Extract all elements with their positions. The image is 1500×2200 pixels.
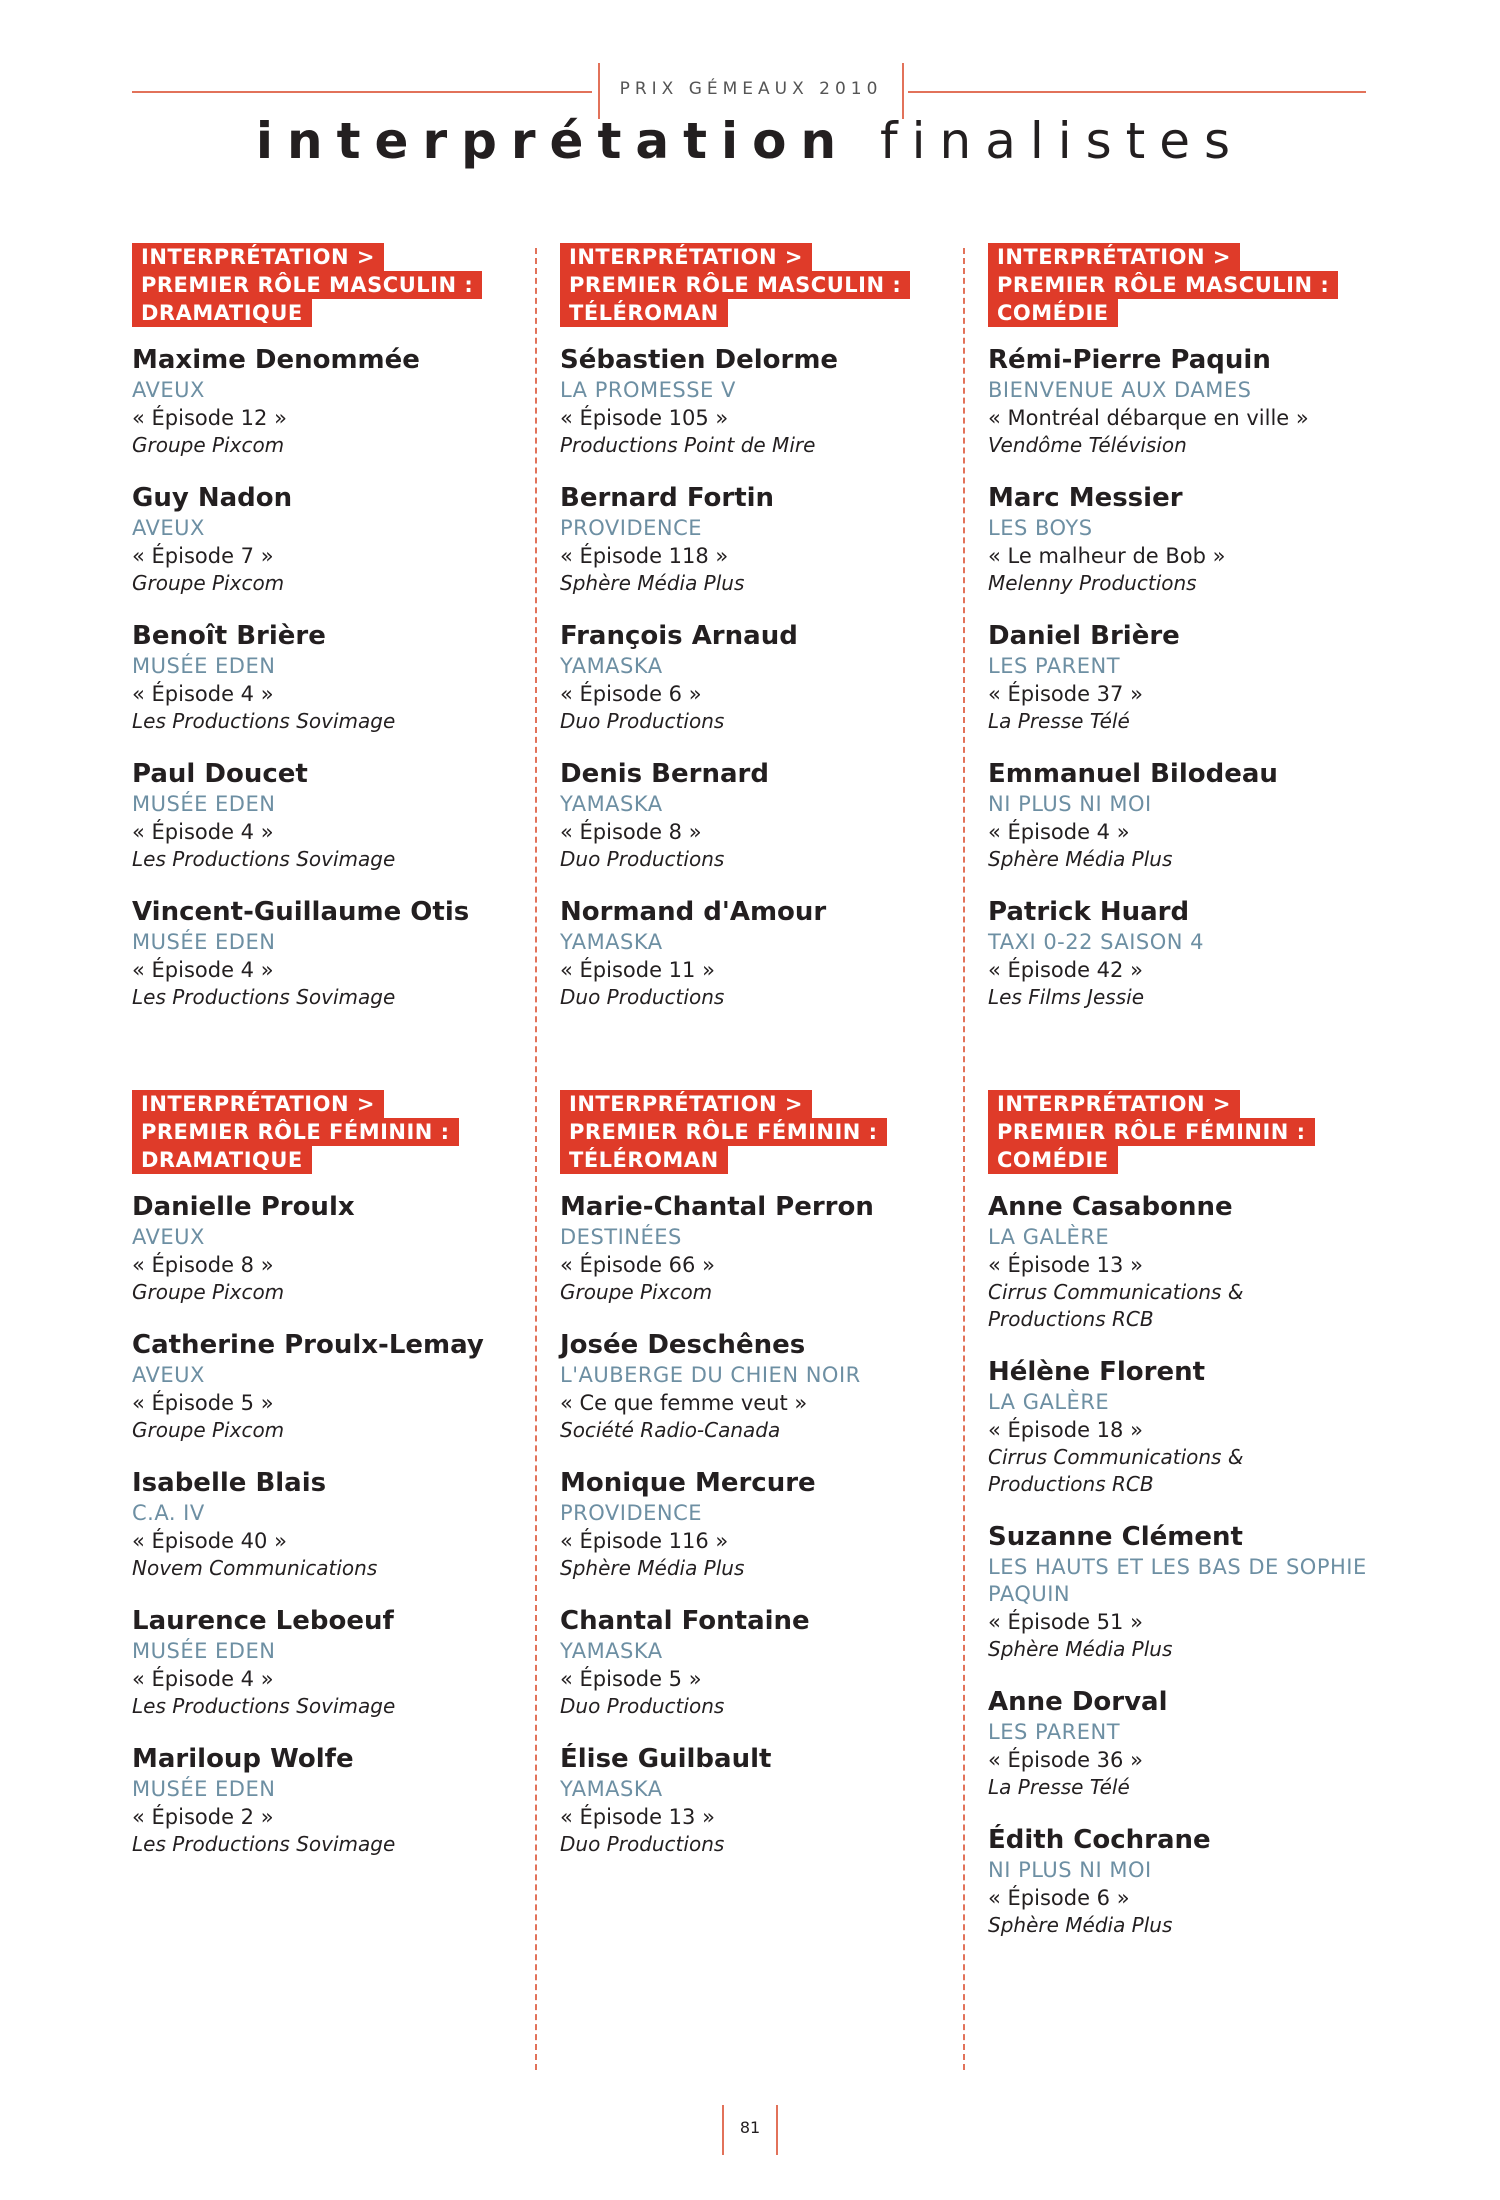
episode-title: « Épisode 13 » (560, 1805, 715, 1829)
episode-title: « Ce que femme veut » (560, 1391, 808, 1415)
category-label (132, 1090, 532, 1174)
episode-title: « Épisode 42 » (988, 958, 1143, 982)
episode-title: « Épisode 118 » (560, 544, 729, 568)
nominee-entry (560, 1604, 960, 1720)
production-company: Duo Productions (560, 1694, 725, 1718)
production-company: Cirrus Communications & (988, 1280, 1244, 1304)
nominee-name: Guy Nadon (132, 483, 293, 513)
episode-title: « Épisode 4 » (132, 682, 274, 706)
nominee-name: Patrick Huard (988, 897, 1190, 927)
nominee-name: Marie-Chantal Perron (560, 1192, 874, 1222)
episode-title: « Épisode 12 » (132, 406, 287, 430)
nominee-entry (988, 1685, 1388, 1801)
nominee-entry (132, 895, 532, 1011)
nominee-name: Laurence Leboeuf (132, 1606, 394, 1636)
nominee-entry (132, 343, 532, 459)
show-title: YAMASKA (560, 1777, 663, 1801)
category-label-line: PREMIER RÔLE MASCULIN : (560, 271, 910, 299)
nominee-entry (560, 1328, 960, 1444)
nominee-entry (132, 619, 532, 735)
nominee-name: Mariloup Wolfe (132, 1744, 354, 1774)
footer-rule-right (776, 2105, 778, 2155)
category-label-line: PREMIER RÔLE FÉMININ : (132, 1118, 459, 1146)
category-label-line: INTERPRÉTATION > (132, 1090, 384, 1118)
episode-title: « Épisode 40 » (132, 1529, 287, 1553)
show-title: MUSÉE EDEN (132, 792, 276, 816)
nominee-entry (560, 619, 960, 735)
nominee-name: Denis Bernard (560, 759, 769, 789)
production-company: Cirrus Communications & (988, 1445, 1244, 1469)
production-company: Les Productions Sovimage (132, 1832, 396, 1856)
show-title: AVEUX (132, 516, 205, 540)
show-title: YAMASKA (560, 654, 663, 678)
show-title: TAXI 0-22 SAISON 4 (988, 930, 1205, 954)
episode-title: « Épisode 11 » (560, 958, 715, 982)
show-title: AVEUX (132, 1225, 205, 1249)
header-tick-right (902, 63, 904, 119)
show-title: LA GALÈRE (988, 1390, 1110, 1414)
nominee-entry (988, 619, 1388, 735)
episode-title: « Le malheur de Bob » (988, 544, 1226, 568)
show-title: BIENVENUE AUX DAMES (988, 378, 1252, 402)
nominee-entry (560, 895, 960, 1011)
production-company: La Presse Télé (988, 1775, 1130, 1799)
nominee-name: Hélène Florent (988, 1357, 1206, 1387)
production-company: Melenny Productions (988, 571, 1197, 595)
episode-title: « Épisode 4 » (132, 1667, 274, 1691)
show-title: MUSÉE EDEN (132, 930, 276, 954)
production-company: Duo Productions (560, 847, 725, 871)
episode-title: « Épisode 105 » (560, 406, 729, 430)
nominee-entry (132, 1742, 532, 1858)
production-company: Productions Point de Mire (560, 433, 816, 457)
category-label-line: INTERPRÉTATION > (988, 1090, 1240, 1118)
nominee-entry (560, 1466, 960, 1582)
nominee-entry (988, 1520, 1388, 1663)
nominee-name: Anne Casabonne (988, 1192, 1233, 1222)
nominee-entry (132, 757, 532, 873)
nominee-name: Benoît Brière (132, 621, 326, 651)
production-company: Les Productions Sovimage (132, 847, 396, 871)
episode-title: « Épisode 4 » (132, 958, 274, 982)
show-title: AVEUX (132, 378, 205, 402)
nominee-name: François Arnaud (560, 621, 798, 651)
episode-title: « Épisode 13 » (988, 1253, 1143, 1277)
show-title: C.A. IV (132, 1501, 205, 1525)
category-label-line: COMÉDIE (988, 1146, 1118, 1174)
episode-title: « Épisode 7 » (132, 544, 274, 568)
header-label: PRIX GÉMEAUX 2010 (619, 79, 883, 99)
episode-title: « Épisode 8 » (132, 1253, 274, 1277)
production-company: Novem Communications (132, 1556, 378, 1580)
episode-title: « Épisode 116 » (560, 1529, 729, 1553)
category-label-line: INTERPRÉTATION > (132, 243, 384, 271)
category-label-line: PREMIER RÔLE MASCULIN : (988, 271, 1338, 299)
category-label-line: PREMIER RÔLE FÉMININ : (560, 1118, 887, 1146)
production-company: Les Films Jessie (988, 985, 1145, 1009)
nominee-entry (560, 481, 960, 597)
nominee-name: Élise Guilbault (560, 1744, 772, 1774)
nominee-entry (560, 343, 960, 459)
nominee-name: Marc Messier (988, 483, 1183, 513)
nominee-entry (988, 1823, 1388, 1939)
show-title: DESTINÉES (560, 1225, 682, 1249)
episode-title: « Épisode 4 » (132, 820, 274, 844)
category-label-line: COMÉDIE (988, 299, 1118, 327)
show-title: PROVIDENCE (560, 1501, 703, 1525)
nominee-entry (132, 1190, 532, 1306)
nominee-name: Édith Cochrane (988, 1825, 1211, 1855)
production-company: Les Productions Sovimage (132, 1694, 396, 1718)
category-label-line: DRAMATIQUE (132, 299, 312, 327)
category-label-line: INTERPRÉTATION > (560, 243, 812, 271)
show-title: LES BOYS (988, 516, 1093, 540)
show-title: NI PLUS NI MOI (988, 792, 1152, 816)
nominee-name: Josée Deschênes (560, 1330, 806, 1360)
show-title: MUSÉE EDEN (132, 1639, 276, 1663)
production-company: Sphère Média Plus (988, 1913, 1173, 1937)
episode-title: « Épisode 37 » (988, 682, 1143, 706)
show-title: MUSÉE EDEN (132, 654, 276, 678)
category-section (132, 243, 532, 1033)
category-label-line: INTERPRÉTATION > (560, 1090, 812, 1118)
nominee-name: Isabelle Blais (132, 1468, 327, 1498)
category-section (560, 1090, 960, 1880)
show-title: MUSÉE EDEN (132, 1777, 276, 1801)
category-label-line: PREMIER RÔLE FÉMININ : (988, 1118, 1315, 1146)
page-number: 81 (739, 2118, 761, 2137)
category-label-line: DRAMATIQUE (132, 1146, 312, 1174)
show-title: LES PARENT (988, 654, 1121, 678)
category-label-line: TÉLÉROMAN (560, 1146, 728, 1174)
nominee-entry (132, 481, 532, 597)
production-company: Sphère Média Plus (560, 571, 745, 595)
category-section (988, 243, 1388, 1033)
production-company: Sphère Média Plus (560, 1556, 745, 1580)
production-company: Vendôme Télévision (988, 433, 1187, 457)
nominee-entry (988, 1355, 1388, 1498)
nominee-entry (988, 1190, 1388, 1333)
nominee-name: Bernard Fortin (560, 483, 775, 513)
nominee-name: Sébastien Delorme (560, 345, 839, 375)
category-label-line: TÉLÉROMAN (560, 299, 728, 327)
production-company: Groupe Pixcom (132, 1418, 285, 1442)
category-label (132, 243, 532, 327)
episode-title: « Épisode 18 » (988, 1418, 1143, 1442)
category-label (560, 243, 960, 327)
nominee-name: Rémi-Pierre Paquin (988, 345, 1271, 375)
nominee-name: Danielle Proulx (132, 1192, 355, 1222)
nominee-name: Vincent-Guillaume Otis (132, 897, 470, 927)
show-title: LES PARENT (988, 1720, 1121, 1744)
nominee-name: Paul Doucet (132, 759, 308, 789)
production-company: Productions RCB (988, 1307, 1154, 1331)
show-title: LA GALÈRE (988, 1225, 1110, 1249)
page-title-light: finalistes (880, 112, 1245, 170)
column-separator-1 (535, 248, 537, 2070)
category-section (560, 243, 960, 1033)
nominee-entry (132, 1328, 532, 1444)
nominee-name: Emmanuel Bilodeau (988, 759, 1278, 789)
nominee-entry (988, 343, 1388, 459)
page-title (0, 112, 1500, 170)
nominee-entry (988, 481, 1388, 597)
production-company: Groupe Pixcom (132, 1280, 285, 1304)
episode-title: « Épisode 8 » (560, 820, 702, 844)
category-label-line: PREMIER RÔLE MASCULIN : (132, 271, 482, 299)
nominee-name: Daniel Brière (988, 621, 1180, 651)
episode-title: « Épisode 51 » (988, 1610, 1143, 1634)
nominee-name: Normand d'Amour (560, 897, 827, 927)
nominee-name: Monique Mercure (560, 1468, 816, 1498)
nominee-entry (560, 757, 960, 873)
header-rule-right (908, 91, 1366, 93)
nominee-name: Anne Dorval (988, 1687, 1168, 1717)
episode-title: « Épisode 2 » (132, 1805, 274, 1829)
show-title: NI PLUS NI MOI (988, 1858, 1152, 1882)
production-company: Les Productions Sovimage (132, 985, 396, 1009)
episode-title: « Épisode 36 » (988, 1748, 1143, 1772)
show-title: YAMASKA (560, 1639, 663, 1663)
nominee-entry (988, 895, 1388, 1011)
episode-title: « Montréal débarque en ville » (988, 406, 1309, 430)
column-separator-2 (963, 248, 965, 2070)
nominee-entry (560, 1190, 960, 1306)
nominee-entry (988, 757, 1388, 873)
production-company: Duo Productions (560, 985, 725, 1009)
page-title-bold: interprétation (255, 112, 851, 170)
production-company: Groupe Pixcom (132, 571, 285, 595)
episode-title: « Épisode 66 » (560, 1253, 715, 1277)
category-label-line: INTERPRÉTATION > (988, 243, 1240, 271)
nominee-entry (132, 1466, 532, 1582)
category-label (988, 243, 1388, 327)
production-company: Groupe Pixcom (560, 1280, 713, 1304)
show-title: YAMASKA (560, 930, 663, 954)
show-title: LA PROMESSE V (560, 378, 736, 402)
category-label (560, 1090, 960, 1174)
production-company: Société Radio-Canada (560, 1418, 781, 1442)
nominee-entry (560, 1742, 960, 1858)
episode-title: « Épisode 5 » (132, 1391, 274, 1415)
production-company: Duo Productions (560, 709, 725, 733)
episode-title: « Épisode 6 » (560, 682, 702, 706)
production-company: Duo Productions (560, 1832, 725, 1856)
category-section (988, 1090, 1388, 1961)
production-company: Groupe Pixcom (132, 433, 285, 457)
nominee-name: Catherine Proulx-Lemay (132, 1330, 484, 1360)
show-title: AVEUX (132, 1363, 205, 1387)
category-label (988, 1090, 1388, 1174)
production-company: Productions RCB (988, 1472, 1154, 1496)
production-company: La Presse Télé (988, 709, 1130, 733)
episode-title: « Épisode 4 » (988, 820, 1130, 844)
nominee-name: Suzanne Clément (988, 1522, 1243, 1552)
header-rule-left (132, 91, 592, 93)
show-title: L'AUBERGE DU CHIEN NOIR (560, 1363, 861, 1387)
show-title: PROVIDENCE (560, 516, 703, 540)
nominee-name: Maxime Denommée (132, 345, 420, 375)
production-company: Les Productions Sovimage (132, 709, 396, 733)
category-section (132, 1090, 532, 1880)
production-company: Sphère Média Plus (988, 847, 1173, 871)
production-company: Sphère Média Plus (988, 1637, 1173, 1661)
show-title: YAMASKA (560, 792, 663, 816)
episode-title: « Épisode 6 » (988, 1886, 1130, 1910)
nominee-name: Chantal Fontaine (560, 1606, 810, 1636)
episode-title: « Épisode 5 » (560, 1667, 702, 1691)
nominee-entry (132, 1604, 532, 1720)
show-title: LES HAUTS ET LES BAS DE SOPHIE PAQUIN (988, 1555, 1367, 1606)
